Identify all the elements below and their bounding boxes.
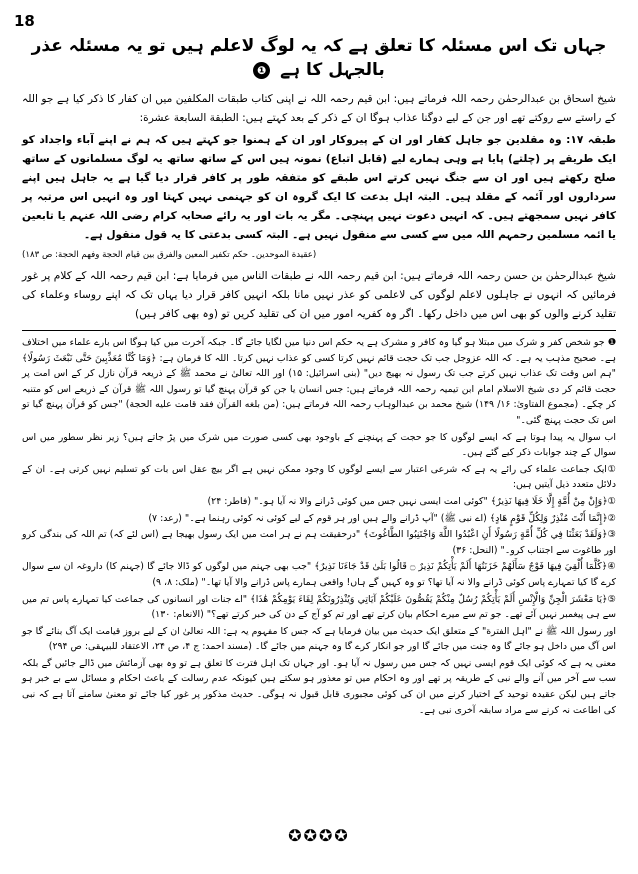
end-ornament-stars: ✪✪✪✪ — [288, 826, 350, 845]
footnote-marker: ❶ — [253, 62, 270, 79]
footnotes — [22, 335, 616, 718]
footnote-hadith: اور رسول اللہ ﷺ نے "اہل الفترة" کے متعلق ایک حدیث میں بیان فرمایا ہے کہ جس کا مفہوم یہ ہے: اللہ تعالیٰ ان کے لیے بروز قیامت ایک آگ بنائے گا جو اس آگ میں داخل ہو جائے گا وہ جنت میں جائے گا اور جو انکار کرے گا وہ جہنم میں جائے گا۔ (مسند احمد: ج ۴، ص ۲۴، الاعتقاد للبیہقی: ص ۲۹۴) — [22, 625, 616, 653]
footnote-1: ❶ جو شخص کفر و شرک میں مبتلا ہو گیا وہ کافر و مشرک ہے یہ حکم اس دنیا میں لگایا جائے گا۔ جبکہ آخرت میں کیا ہوگا اس بارے علماء میں اختلاف ہے۔ صحیح مذہب یہ ہے۔ کہ اللہ عزوجل جب تک حجت قائم نہیں کرتا کسی کو عذاب نہیں کرتا۔ اللہ کا فرمان ہے: ﴿وَمَا كُنَّا مُعَذِّبِينَ حَتَّى نَبْعَثَ رَسُولًا﴾ "ہم اس وقت تک عذاب نہیں کرتے جب تک رسول نہ بھیج دیں" (بنی اسرائیل: ۱۵) اور اللہ تعالیٰ نے محمد ﷺ کے ذریعہ قرآن نازل کر کے اس امت پر حجت قائم کر دی شیخ الاسلام امام ابن تیمیہ رحمہ اللہ فرماتے ہیں: جس انسان یا جن کو قرآن پہنچ گیا تو رسول اللہ ﷺ قرآن کے ذریعے اس کو متنبہ کر چکے۔ (مجموع الفتاویٰ: ۱۶/ ۱۴۹) شیخ محمد بن عبدالوہاب رحمہ اللہ فرماتے ہیں: (من بلغه القرآن فقد قامت عليه الحجة) "جس کو قرآن پہنچ گیا تو اس تک حجت پہنچ گئی۔" — [22, 337, 617, 426]
section-title-text: جہاں تک اس مسئلہ کا تعلق ہے کہ یہ لوگ لاعلم ہیں تو یہ مسئلہ عذر بالجہل کا ہے — [31, 36, 607, 80]
footnote-verse-1: ①﴿وَإِنْ مِنْ أُمَّةٍ إِلَّا خَلَا فِيهَا نَذِيرٌ﴾ "کوئی امت ایسی نہیں جس میں کوئی ڈرانے والا نہ آیا ہو۔" (فاطر: ۲۴) — [207, 495, 616, 507]
page-number: 18 — [14, 12, 35, 30]
footnote-verse-5: ⑤﴿يَا مَعْشَرَ الْجِنِّ وَالْإِنْسِ أَلَمْ يَأْتِكُمْ رُسُلٌ مِنْكُمْ يَقُصُّونَ عَلَيْكُمْ آيَاتِي وَيُنْذِرُونَكُمْ لِقَاءَ يَوْمِكُمْ هَٰذَا﴾ "اے جنات اور انسانوں کی جماعت کیا تمہارے پاس تم میں سے ہی پیغمبر نہیں آئے تھے۔ جو تم سے میرے احکام بیان کرتے تھے اور تم کو آج کے دن کی خبر کرتے تھے؟" (الانعام: ۱۳۰) — [22, 593, 616, 621]
footnote-verse-3: ③﴿وَلَقَدْ بَعَثْنَا فِي كُلِّ أُمَّةٍ رَسُولًا أَنِ اعْبُدُوا اللَّهَ وَاجْتَنِبُوا الطَّاغُوتَ﴾ "درحقیقت ہم نے ہر امت میں ایک رسول بھیجا ہے (اس لئے کہ) تم اللہ کی بندگی کرو اور طاغوت سے اجتناب کرو۔" (النحل: ۳۶) — [22, 529, 616, 556]
section-title — [22, 34, 616, 82]
footnote-divider — [22, 330, 616, 331]
footnote-conclusion: معنی یہ ہے کہ کوئی ایک قوم ایسی نہیں کہ جس میں رسول نہ آیا ہو۔ اور جہاں تک اہل فترت کا تعلق ہے تو وہ بھی آزمائش میں ڈالے جائیں گے بلکہ سب سے آخر میں آنے والے نبی کے طریقہ پر تھے اور وہ احکام میں تو معذور ہو سکتے ہیں کیونکہ عدم رسالت کے باعث احکام و مسائل سے بے خبر ہو جاتے ہیں لیکن عقیدہ توحید کے اختیار کرنے میں ان کی کوئی مجبوری قابل قبول نہ ہوگی۔ حدیث مذکور پر غور کیا جائے تو معنیٰ سامنے آتا ہے کہ نبی کی اطاعت نہ کرنے سے مراد سابقہ آخری نبی ہے۔ — [22, 657, 616, 716]
body-paragraph-3: شیخ عبدالرحمٰن بن حسن رحمہ اللہ فرماتے ہیں: ابن قیم رحمہ اللہ نے طبقات الناس میں فرمایا ہے: ابن قیم رحمہ اللہ کے کلام پر غور فرمائیں کہ انہوں نے جاہلوں لاعلم لوگوں کی لاعلمی کو عذر نہیں مانا بلکہ انہیں کافر قرار دیا یہاں تک کہ اپنے روساء وعلماء کی تقلید کرنے والوں کو بھی اس میں داخل رکھا۔ اگر وہ کفریہ امور میں ان کی تقلید کریں تو (وہ بھی کافر ہیں) — [22, 270, 616, 320]
footnote-question: اب سوال یہ پیدا ہوتا ہے کہ ایسے لوگوں کا جو حجت کے پہنچنے کے باوجود بھی کسی صورت میں شرک میں پڑ جاتے ہیں؟ زیر نظر سطور میں اس سوال کے چند جوابات ذکر کیے گئے ہیں۔ — [22, 431, 616, 459]
page-content — [22, 34, 616, 719]
citation-reference: (عقیدة الموحدین۔ حکم تکفیر المعین والفرق بین قیام الحجة وفهم الحجة: ص ۱۸۳) — [22, 250, 317, 260]
footnote-answer-intro: ①ایک جماعت علماء کی رائے یہ ہے کہ شرعی اعتبار سے ایسے لوگوں کا وجود ممکن نہیں ہے اگر بیچ عقل اس بات کو تسلیم نہیں کرتی ہے۔ ان کے دلائل متعدد ذیل آیتیں ہیں: — [22, 463, 616, 491]
body-paragraph-1: شیخ اسحاق بن عبدالرحمٰن رحمہ اللہ فرماتے ہیں: ابن قیم رحمہ اللہ نے اپنی کتاب طبقات المکلفین میں ان کفار کا ذکر کیا ہے جو اللہ کے راستے سے روکتے تھے اور جن کے لیے دوگنا عذاب ہوگا ان کے ذکر کے بعد کہتے ہیں: الطبقة السابعة عشرة: — [22, 93, 616, 124]
body-paragraph-2: طبقہ ۱۷: وہ مقلدین جو جاہل کفار اور ان کے پیروکار اور ان کے ہمنوا جو کہتے ہیں کہ ہم نے اپنے آباء واجداد کو ایک طریقے پر (چلتے) پایا ہے وہی ہمارے لیے (قابل اتباع) نمونہ ہیں اس کے ساتھ ساتھ یہ لوگ مسلمانوں کے ساتھ صلح رکھتے ہیں اور ان سے جنگ نہیں کرتے اس طبقے کو متفقہ طور پر کافر قرار دیا گیا ہے یہ جاہل ہیں اپنے سرداروں اور آئمہ کے مقلد ہیں۔ البتہ اہل بدعت کا ایک گروہ ان کو جہنمی نہیں کہتا اور وہ انہیں اس مرتبہ پر کافر نہیں سمجھتے ہیں۔ کہ انہیں دعوت نہیں پہنچی۔ مگر یہ بات اور یہ رائے صحابہ کرام رضی اللہ عنہم یا تابعین یا ائمہ مسلمین رحمہم اللہ میں سے کسی سے منقول نہیں ہے۔ البتہ کسی بدعتی کا یہ قول منقول ہے۔ — [22, 134, 616, 241]
footnote-verse-4: ④﴿كُلَّمَا أُلْقِيَ فِيهَا فَوْجٌ سَأَلَهُمْ خَزَنَتُهَا أَلَمْ يَأْتِكُمْ نَذِيرٌ ۝ قَالُوا بَلَىٰ قَدْ جَاءَنَا نَذِيرٌ﴾ "جب بھی جہنم میں لوگوں کو ڈالا جائے گا (جہنم کا) داروغہ ان سے سوال کرے گا کیا تمہارے پاس کوئی ڈرانے والا نہ آیا تھا؟ تو وہ کہیں گے ہاں! واقعی ہمارے پاس ڈرانے والا آیا تھا۔" (ملک: ۸، ۹) — [22, 561, 616, 588]
footnote-verse-2: ②﴿إِنَّمَا أَنْتَ مُنْذِرٌ وَلِكُلِّ قَوْمٍ هَادٍ﴾ (اے نبی ﷺ) "آپ ڈرانے والے ہیں اور ہر قوم کے لیے کوئی نہ کوئی رہنما ہے۔" (رعد: ۷) — [148, 512, 616, 524]
